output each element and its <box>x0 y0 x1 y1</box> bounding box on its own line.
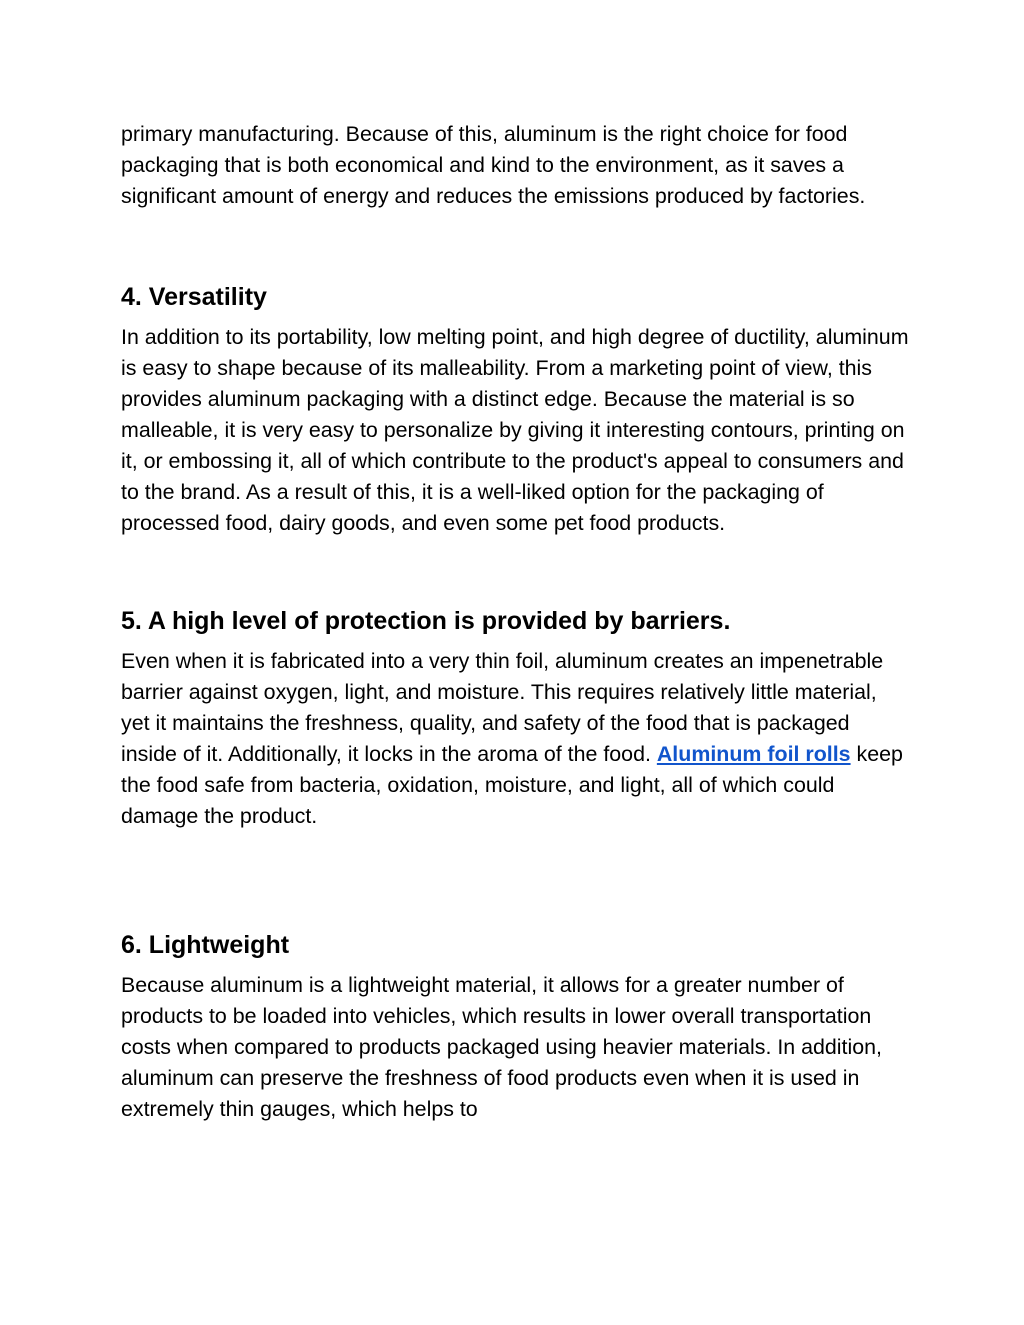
paragraph-text-before-link: Even when it is fabricated into a very thin foil, aluminum creates an impenetrable barrier against oxygen, light, and moisture. This requires relatively little material, yet it maintains the freshness, quality, and safety of the food that is packaged inside of it. Additionally, it locks in the aroma of the food. <box>121 649 884 766</box>
section-heading-barrier-protection: 5. A high level of protection is provided by barriers. <box>121 607 731 635</box>
paragraph-text-after-link: keep the food safe from bacteria, oxidation, moisture, and light, all of which could damage the product. <box>121 742 903 828</box>
aluminum-foil-rolls-link[interactable]: Aluminum foil rolls <box>656 742 851 766</box>
section-heading-versatility: 4. Versatility <box>121 283 267 311</box>
heading-spacer <box>121 638 911 646</box>
heading-spacer <box>121 962 911 970</box>
document-page <box>121 119 911 1125</box>
section-spacer <box>121 212 911 280</box>
section-paragraph-versatility: In addition to its portability, low melting point, and high degree of ductility, aluminum is easy to shape because of its malleability. From a marketing point of view, this provides aluminum packaging with a distinct edge. Because the material is so malleable, it is very easy to personalize by giving it interesting contours, printing on it, or embossing it, all of which contribute to the product's appeal to consumers and to the brand. As a result of this, it is a well-liked option for the packaging of processed food, dairy goods, and even some pet food products. <box>121 325 909 535</box>
section-paragraph-barrier-protection <box>121 646 911 832</box>
section-spacer <box>121 832 911 928</box>
section-spacer <box>121 539 911 604</box>
intro-paragraph: primary manufacturing. Because of this, aluminum is the right choice for food packaging that is both economical and kind to the environment, as it saves a significant amount of energy and reduces the emissions produced by factories. <box>121 122 866 208</box>
section-paragraph-lightweight: Because aluminum is a lightweight material, it allows for a greater number of products to be loaded into vehicles, which results in lower overall transportation costs when compared to products packaged using heavier materials. In addition, aluminum can preserve the freshness of food products even when it is used in extremely thin gauges, which helps to <box>121 973 882 1121</box>
section-heading-lightweight: 6. Lightweight <box>121 931 290 959</box>
heading-spacer <box>121 314 911 322</box>
